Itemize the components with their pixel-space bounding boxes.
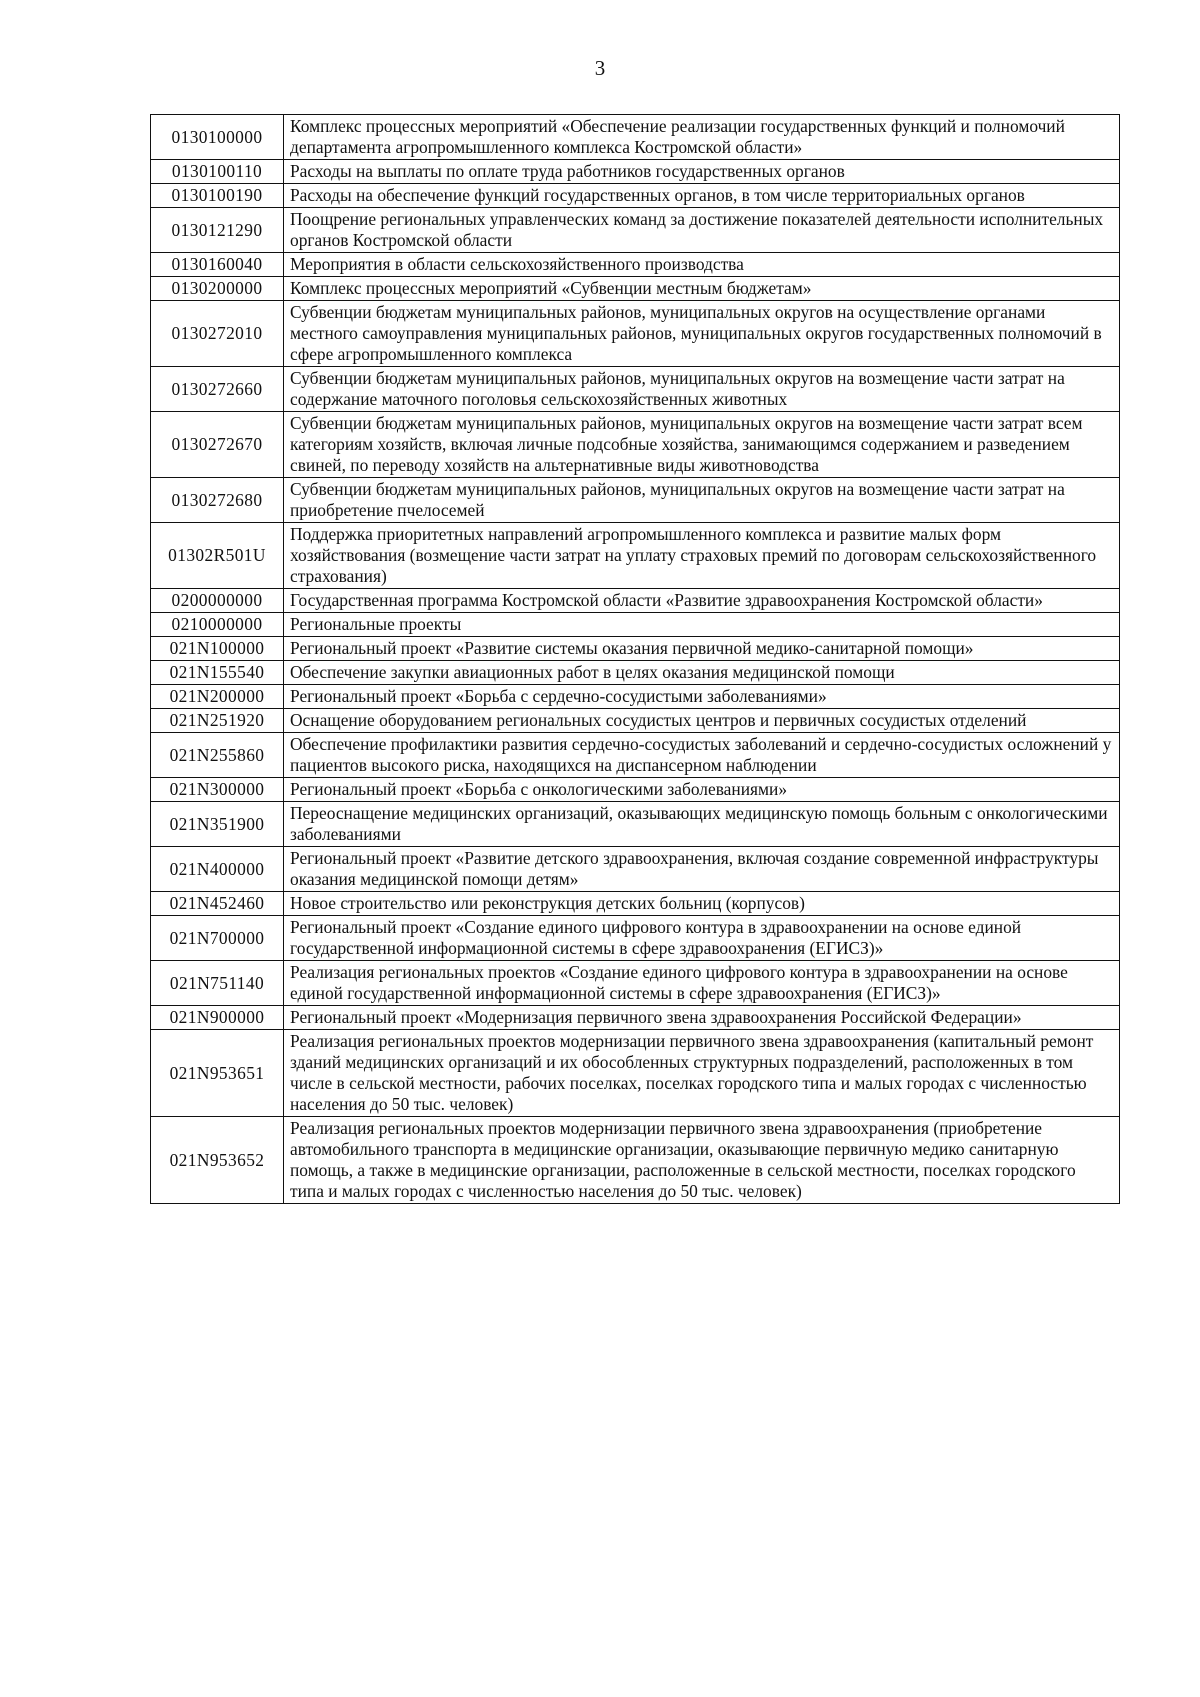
table-row (151, 478, 1120, 523)
row-code: 021N452460 (151, 892, 284, 916)
table-row (151, 208, 1120, 253)
row-description: Новое строительство или реконструкция детских больниц (корпусов) (284, 892, 1120, 916)
table-body (151, 115, 1120, 1204)
table-row (151, 661, 1120, 685)
table-row (151, 802, 1120, 847)
table-row (151, 1117, 1120, 1204)
table-row (151, 733, 1120, 778)
page-number: 3 (594, 56, 606, 80)
row-code: 021N751140 (151, 961, 284, 1006)
row-code: 0130100110 (151, 160, 284, 184)
table-row (151, 685, 1120, 709)
row-description: Поощрение региональных управленческих команд за достижение показателей деятельности исполнительных органов Костромской области (284, 208, 1120, 253)
row-description: Обеспечение закупки авиационных работ в целях оказания медицинской помощи (284, 661, 1120, 685)
row-code: 021N200000 (151, 685, 284, 709)
row-description: Реализация региональных проектов модернизации первичного звена здравоохранения (капитальный ремонт зданий медицинских организаций и их обособленных структурных подразделений, расположенных в том числе в сельской местности, рабочих поселках, поселках городского типа и малых городах с численностью населения до 50 тыс. человек) (284, 1030, 1120, 1117)
table-row (151, 778, 1120, 802)
row-code: 0130200000 (151, 277, 284, 301)
row-code: 021N900000 (151, 1006, 284, 1030)
table-row (151, 637, 1120, 661)
row-description: Государственная программа Костромской области «Развитие здравоохранения Костромской области» (284, 589, 1120, 613)
budget-code-table (150, 114, 1120, 1204)
table-row (151, 301, 1120, 367)
table-row (151, 412, 1120, 478)
table-row (151, 961, 1120, 1006)
row-description: Переоснащение медицинских организаций, оказывающих медицинскую помощь больным с онкологическими заболеваниями (284, 802, 1120, 847)
row-code: 01302R501U (151, 523, 284, 589)
row-description: Обеспечение профилактики развития сердечно-сосудистых заболеваний и сердечно-сосудистых осложнений у пациентов высокого риска, находящихся на диспансерном наблюдении (284, 733, 1120, 778)
table-row (151, 160, 1120, 184)
table-row (151, 892, 1120, 916)
table-row (151, 1030, 1120, 1117)
table-row (151, 1006, 1120, 1030)
row-code: 0130272010 (151, 301, 284, 367)
row-code: 021N255860 (151, 733, 284, 778)
row-code: 0200000000 (151, 589, 284, 613)
table-row (151, 916, 1120, 961)
row-description: Комплекс процессных мероприятий «Субвенции местным бюджетам» (284, 277, 1120, 301)
row-code: 021N700000 (151, 916, 284, 961)
row-code: 0130121290 (151, 208, 284, 253)
row-description: Мероприятия в области сельскохозяйственного производства (284, 253, 1120, 277)
row-code: 0130100000 (151, 115, 284, 160)
row-code: 0210000000 (151, 613, 284, 637)
row-code: 021N100000 (151, 637, 284, 661)
table-row (151, 847, 1120, 892)
row-description: Субвенции бюджетам муниципальных районов, муниципальных округов на возмещение части затрат всем категориям хозяйств, включая личные подсобные хозяйства, занимающимся содержанием и разведением свиней, по переводу хозяйств на альтернативные виды животноводства (284, 412, 1120, 478)
row-code: 0130100190 (151, 184, 284, 208)
row-description: Региональный проект «Борьба с сердечно-сосудистыми заболеваниями» (284, 685, 1120, 709)
row-code: 021N155540 (151, 661, 284, 685)
row-description: Субвенции бюджетам муниципальных районов, муниципальных округов на возмещение части затрат на приобретение пчелосемей (284, 478, 1120, 523)
row-code: 021N300000 (151, 778, 284, 802)
row-description: Региональный проект «Развитие системы оказания первичной медико-санитарной помощи» (284, 637, 1120, 661)
table-row (151, 184, 1120, 208)
row-code: 021N953652 (151, 1117, 284, 1204)
table-row (151, 277, 1120, 301)
row-code: 021N953651 (151, 1030, 284, 1117)
row-code: 0130160040 (151, 253, 284, 277)
row-description: Реализация региональных проектов модернизации первичного звена здравоохранения (приобретение автомобильного транспорта в медицинские организации, оказывающие первичную медико санитарную помощь, а также в медицинские организации, расположенные в сельской местности, поселках городского типа и малых городах с численностью населения до 50 тыс. человек) (284, 1117, 1120, 1204)
table-row (151, 613, 1120, 637)
row-code: 021N251920 (151, 709, 284, 733)
row-description: Субвенции бюджетам муниципальных районов, муниципальных округов на осуществление органами местного самоуправления муниципальных районов, муниципальных округов государственных полномочий в сфере агропромышленного комплекса (284, 301, 1120, 367)
row-code: 0130272670 (151, 412, 284, 478)
row-code: 0130272660 (151, 367, 284, 412)
row-description: Региональный проект «Модернизация первичного звена здравоохранения Российской Федерации» (284, 1006, 1120, 1030)
row-description: Комплекс процессных мероприятий «Обеспечение реализации государственных функций и полномочий департамента агропромышленного комплекса Костромской области» (284, 115, 1120, 160)
row-description: Региональный проект «Создание единого цифрового контура в здравоохранении на основе единой государственной информационной системы в сфере здравоохранения (ЕГИСЗ)» (284, 916, 1120, 961)
row-code: 021N351900 (151, 802, 284, 847)
row-description: Расходы на выплаты по оплате труда работников государственных органов (284, 160, 1120, 184)
table-row (151, 115, 1120, 160)
row-description: Реализация региональных проектов «Создание единого цифрового контура в здравоохранении на основе единой государственной информационной системы в сфере здравоохранения (ЕГИСЗ)» (284, 961, 1120, 1006)
table-row (151, 523, 1120, 589)
table-row (151, 709, 1120, 733)
table-row (151, 367, 1120, 412)
row-code: 0130272680 (151, 478, 284, 523)
row-description: Поддержка приоритетных направлений агропромышленного комплекса и развитие малых форм хозяйствования (возмещение части затрат на уплату страховых премий по договорам сельскохозяйственного страхования) (284, 523, 1120, 589)
row-description: Региональный проект «Развитие детского здравоохранения, включая создание современной инфраструктуры оказания медицинской помощи детям» (284, 847, 1120, 892)
table-row (151, 589, 1120, 613)
row-description: Региональный проект «Борьба с онкологическими заболеваниями» (284, 778, 1120, 802)
row-description: Оснащение оборудованием региональных сосудистых центров и первичных сосудистых отделений (284, 709, 1120, 733)
row-description: Региональные проекты (284, 613, 1120, 637)
row-code: 021N400000 (151, 847, 284, 892)
row-description: Расходы на обеспечение функций государственных органов, в том числе территориальных органов (284, 184, 1120, 208)
row-description: Субвенции бюджетам муниципальных районов, муниципальных округов на возмещение части затрат на содержание маточного поголовья сельскохозяйственных животных (284, 367, 1120, 412)
table-row (151, 253, 1120, 277)
